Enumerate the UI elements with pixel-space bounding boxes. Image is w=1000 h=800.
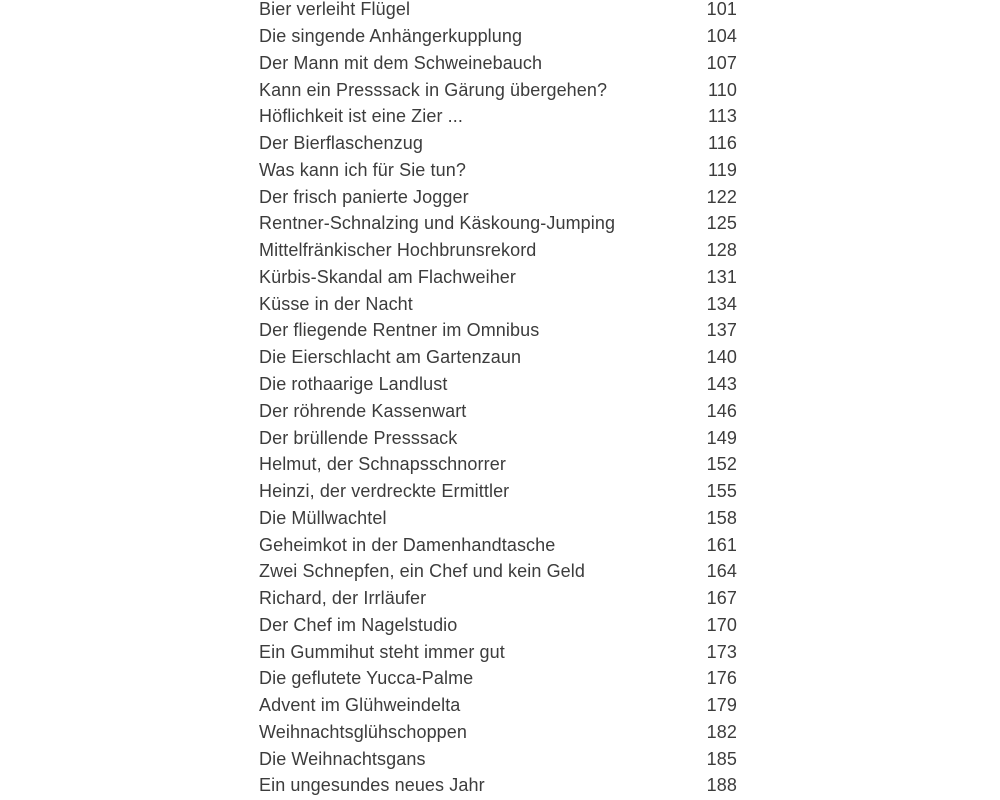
toc-entry-title: Der brüllende Presssack <box>259 427 458 448</box>
toc-entry-title: Bier verleiht Flügel <box>259 0 411 20</box>
toc-entry <box>259 639 737 666</box>
toc-entry-title: Geheimkot in der Damenhandtasche <box>259 534 556 555</box>
table-of-contents <box>259 0 737 799</box>
toc-entry-title: Die geflutete Yucca-Palme <box>259 668 474 689</box>
toc-entry-title: Die Müllwachtel <box>259 507 387 528</box>
toc-entry-title: Die Eierschlacht am Gartenzaun <box>259 347 522 368</box>
toc-entry-page-number: 104 <box>706 26 737 47</box>
toc-entry <box>259 157 737 184</box>
toc-entry <box>259 77 737 104</box>
toc-entry <box>259 505 737 532</box>
toc-entry-page-number: 110 <box>708 79 737 100</box>
toc-entry-title: Weihnachtsglühschoppen <box>259 721 468 742</box>
toc-entry-page-number: 107 <box>706 52 737 73</box>
toc-entry-page-number: 146 <box>706 400 737 421</box>
toc-entry-title: Der frisch panierte Jogger <box>259 186 469 207</box>
toc-entry-title: Richard, der Irrläufer <box>259 588 427 609</box>
toc-entry-title: Ein Gummihut steht immer gut <box>259 641 505 662</box>
toc-entry-title: Advent im Glühweindelta <box>259 695 461 716</box>
toc-entry-title: Kann ein Presssack in Gärung übergehen? <box>259 79 608 100</box>
toc-entry <box>259 103 737 130</box>
toc-entry-page-number: 161 <box>706 534 737 555</box>
toc-entry <box>259 692 737 719</box>
toc-entry <box>259 425 737 452</box>
toc-entry-page-number: 119 <box>708 159 737 180</box>
toc-entry <box>259 0 737 23</box>
toc-entry <box>259 558 737 585</box>
toc-entry <box>259 585 737 612</box>
toc-entry-title: Rentner-Schnalzing und Käskoung-Jumping <box>259 213 616 234</box>
toc-entry-title: Heinzi, der verdreckte Ermittler <box>259 481 510 502</box>
toc-entry-page-number: 155 <box>706 481 737 502</box>
toc-entry <box>259 719 737 746</box>
toc-entry-page-number: 182 <box>706 721 737 742</box>
toc-entry-page-number: 170 <box>706 614 737 635</box>
toc-entry <box>259 211 737 238</box>
toc-entry <box>259 237 737 264</box>
toc-entry-title: Der fliegende Rentner im Omnibus <box>259 320 540 341</box>
toc-entry-page-number: 158 <box>706 507 737 528</box>
toc-entry-page-number: 185 <box>706 748 737 769</box>
toc-entry <box>259 23 737 50</box>
toc-entry-page-number: 167 <box>706 588 737 609</box>
toc-entry <box>259 478 737 505</box>
toc-entry-title: Der röhrende Kassenwart <box>259 400 467 421</box>
toc-entry-page-number: 143 <box>706 374 737 394</box>
toc-entry <box>259 746 737 773</box>
toc-entry <box>259 371 737 398</box>
toc-entry <box>259 344 737 371</box>
toc-entry-title: Helmut, der Schnapsschnorrer <box>259 454 506 475</box>
toc-entry-page-number: 137 <box>706 320 737 341</box>
toc-entry <box>259 398 737 425</box>
toc-entry <box>259 451 737 478</box>
toc-entry-page-number: 179 <box>706 695 737 716</box>
toc-entry <box>259 612 737 639</box>
toc-entry-page-number: 140 <box>706 347 737 368</box>
toc-entry-title: Höflichkeit ist eine Zier ... <box>259 106 463 127</box>
toc-entry-page-number: 164 <box>706 561 737 582</box>
toc-entry-page-number: 128 <box>706 240 737 261</box>
toc-entry-title: Der Chef im Nagelstudio <box>259 614 458 635</box>
toc-entry-title: Der Bierflaschenzug <box>259 133 423 154</box>
toc-entry-title: Ein ungesundes neues Jahr <box>259 775 485 796</box>
toc-entry-title: Was kann ich für Sie tun? <box>259 159 466 180</box>
toc-entry-title: Mittelfränkischer Hochbrunsrekord <box>259 240 537 261</box>
toc-entry <box>259 532 737 559</box>
toc-entry-title: Der Mann mit dem Schweinebauch <box>259 52 543 73</box>
toc-entry-title: Die Weihnachtsgans <box>259 748 426 769</box>
toc-entry <box>259 264 737 291</box>
toc-entry-page-number: 113 <box>708 106 737 127</box>
toc-entry-page-number: 101 <box>706 0 737 20</box>
toc-entry-page-number: 176 <box>706 668 737 689</box>
toc-entry-title: Kürbis-Skandal am Flachweiher <box>259 266 517 287</box>
toc-entry-page-number: 122 <box>706 186 737 207</box>
toc-entry-page-number: 173 <box>706 641 737 662</box>
toc-entry <box>259 291 737 318</box>
toc-entry-page-number: 125 <box>706 213 737 234</box>
toc-entry-page-number: 149 <box>706 427 737 448</box>
toc-entry-page-number: 152 <box>706 454 737 475</box>
toc-entry <box>259 666 737 693</box>
toc-entry-page-number: 131 <box>706 266 737 287</box>
toc-entry-page-number: 116 <box>708 133 737 154</box>
toc-entry <box>259 130 737 157</box>
toc-entry-title: Die rothaarige Landlust <box>259 374 448 394</box>
toc-entry-title: Die singende Anhängerkupplung <box>259 26 523 47</box>
toc-entry <box>259 50 737 77</box>
toc-entry-title: Küsse in der Nacht <box>259 293 413 314</box>
toc-entry <box>259 184 737 211</box>
toc-entry <box>259 773 737 800</box>
toc-entry <box>259 318 737 345</box>
toc-entry-page-number: 188 <box>706 775 737 796</box>
toc-entry-title: Zwei Schnepfen, ein Chef und kein Geld <box>259 561 585 582</box>
toc-entry-page-number: 134 <box>706 293 737 314</box>
